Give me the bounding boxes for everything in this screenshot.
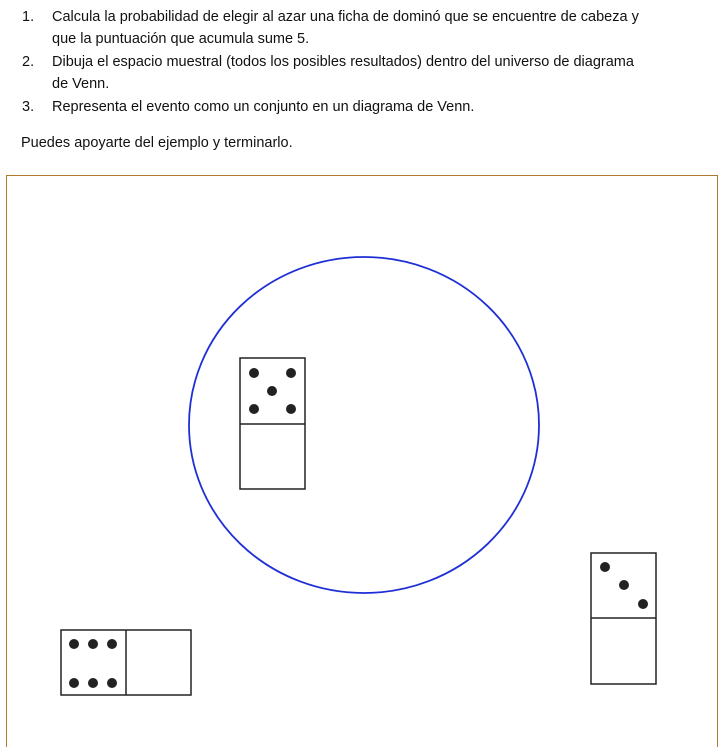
domino-pip — [88, 678, 98, 688]
domino-pip — [107, 639, 117, 649]
item-1-number: 1. — [22, 9, 35, 25]
item-3-line-1: Representa el evento como un conjunto en un diagrama de Venn. — [52, 99, 475, 115]
item-2-number: 2. — [22, 54, 35, 70]
domino-pip — [286, 404, 296, 414]
domino-pip — [107, 678, 117, 688]
domino-pip — [249, 368, 259, 378]
note-text: Puedes apoyarte del ejemplo y terminarlo. — [21, 135, 293, 151]
domino-bottom-left — [61, 630, 191, 695]
domino-pip — [619, 580, 629, 590]
domino-pip — [69, 678, 79, 688]
item-2-line-1: Dibuja el espacio muestral (todos los posibles resultados) dentro del universo de diagrama — [52, 54, 634, 70]
domino-right — [591, 553, 656, 684]
domino-pip — [249, 404, 259, 414]
item-1-line-2: que la puntuación que acumula sume 5. — [52, 31, 310, 47]
item-2-line-2: de Venn. — [52, 76, 110, 92]
domino-pip — [638, 599, 648, 609]
domino-inside-circle — [240, 358, 305, 489]
item-1-line-1: Calcula la probabilidad de elegir al azar una ficha de dominó que se encuentre de cabeza y — [52, 9, 639, 25]
domino-pip — [88, 639, 98, 649]
item-3-number: 3. — [22, 99, 35, 115]
domino-pip — [267, 386, 277, 396]
domino-pip — [286, 368, 296, 378]
domino-pip — [69, 639, 79, 649]
domino-pip — [600, 562, 610, 572]
